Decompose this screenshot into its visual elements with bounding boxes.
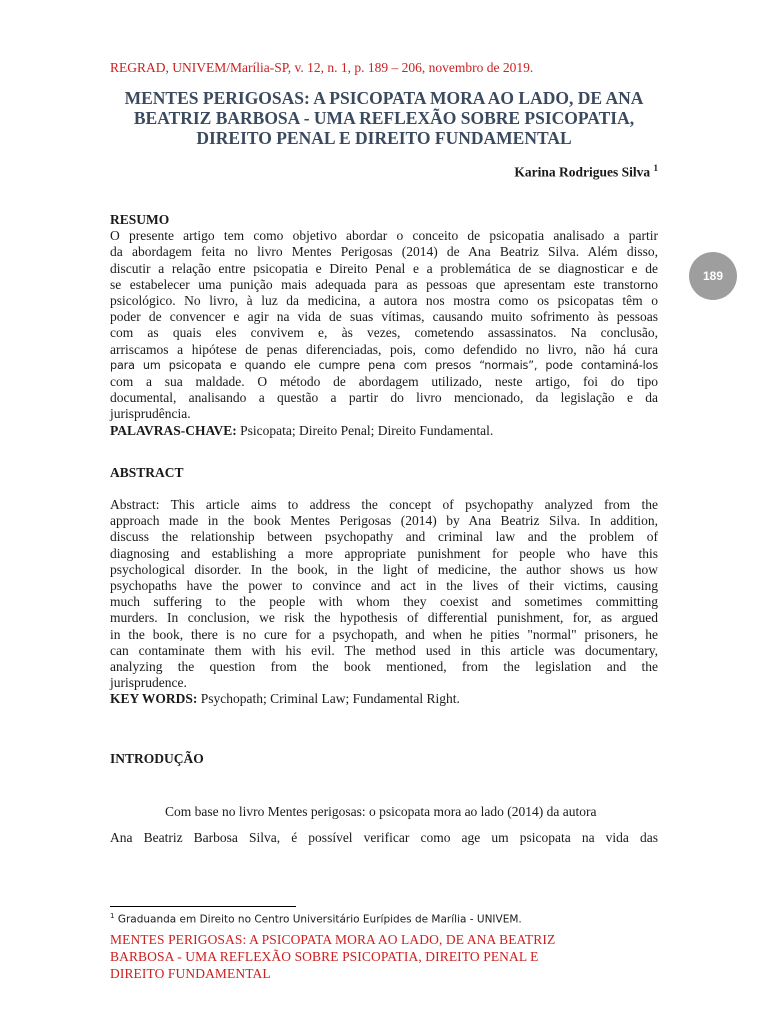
footer-title-line: DIREITO FUNDAMENTAL bbox=[110, 966, 271, 981]
title-line: MENTES PERIGOSAS: A PSICOPATA MORA AO LADO, DE ANA bbox=[124, 88, 644, 108]
resumo-line: se estabelecer uma punição mais adequada para as pessoas que apresentam este transtorno bbox=[110, 276, 658, 292]
abstract-line: can contaminate them with his evil. The method used in this article was documentary, bbox=[110, 642, 658, 658]
abstract-line: psychological disorder. In the book, in the light of medicine, the author shows us how bbox=[110, 561, 658, 577]
resumo-section bbox=[110, 212, 658, 439]
footnote-divider bbox=[110, 906, 296, 907]
resumo-line: da abordagem feita no livro Mentes Perigosas (2014) de Ana Beatriz Silva. Além disso, bbox=[110, 244, 658, 260]
keywords-text: Psychopath; Criminal Law; Fundamental Right. bbox=[200, 691, 460, 707]
resumo-line: psicológico. No livro, à luz da medicina, a autora nos mostra como os psicopatas têm o bbox=[110, 293, 658, 309]
introduction-body bbox=[110, 799, 658, 851]
title-line: BEATRIZ BARBOSA - UMA REFLEXÃO SOBRE PSICOPATIA, bbox=[133, 108, 635, 128]
abstract-line: in the book, there is no cure for a psychopath, and when he pities "normal" prisoners, he bbox=[110, 626, 658, 642]
article-title bbox=[100, 88, 668, 148]
abstract-line: Abstract: This article aims to address the concept of psychopathy analyzed from the bbox=[110, 497, 658, 512]
resumo-line: documental, analisando a questão a partir do livro mencionado, da legislação e da bbox=[110, 390, 658, 406]
resumo-line: arriscamos a hipótese de penas diferenciadas, pois, como defendido no livro, não há cura bbox=[110, 341, 658, 357]
resumo-line: jurisprudência. bbox=[110, 406, 191, 422]
resumo-line: poder de convencer e agir na vida de suas vítimas, causando muito sofrimento às pessoas bbox=[110, 309, 658, 325]
resumo-line: O presente artigo tem como objetivo abordar o conceito de psicopatia analisado a partir bbox=[110, 228, 658, 244]
footer-title-line: MENTES PERIGOSAS: A PSICOPATA MORA AO LADO, DE ANA BEATRIZ bbox=[110, 932, 556, 947]
footer-title-line: BARBOSA - UMA REFLEXÃO SOBRE PSICOPATIA, DIREITO PENAL E bbox=[110, 949, 539, 964]
author-footnote-mark: 1 bbox=[653, 163, 658, 173]
abstract-line: much suffering to the people with whom they coexist and sometimes committing bbox=[110, 594, 658, 610]
keywords-text: Psicopata; Direito Penal; Direito Fundamental. bbox=[240, 422, 494, 438]
resumo-line: com as quais eles convivem e, às vezes, cometendo assassinatos. Na conclusão, bbox=[110, 325, 658, 341]
abstract-line: psychopaths have the power to convince and act in the lives of their victims, causing bbox=[110, 578, 658, 594]
running-footer-title bbox=[110, 931, 670, 982]
introduction-heading: INTRODUÇÃO bbox=[110, 751, 204, 766]
resumo-line: discutir a relação entre psicopatia e Direito Penal e a problemática de se diagnosticar e de bbox=[110, 260, 658, 276]
page-number-badge: 189 bbox=[689, 252, 737, 300]
abstract-line: discuss the relationship between psychopathy and criminal law and the problem of bbox=[110, 529, 658, 545]
title-line: DIREITO PENAL E DIREITO FUNDAMENTAL bbox=[196, 128, 572, 148]
introduction-line: Ana Beatriz Barbosa Silva, é possível verificar como age um psicopata na vida das bbox=[110, 830, 658, 845]
introduction-line: Com base no livro Mentes perigosas: o psicopata mora ao lado (2014) da autora bbox=[165, 804, 597, 819]
keywords-label: PALAVRAS-CHAVE: bbox=[110, 422, 237, 438]
journal-reference: REGRAD, UNIVEM/Marília-SP, v. 12, n. 1, p. 189 – 206, novembro de 2019. bbox=[110, 60, 534, 75]
resumo-line: para um psicopata e quando ele cumpre pena com presos “normais”, pode contaminá-los bbox=[110, 358, 658, 372]
footnote-mark: 1 bbox=[110, 912, 115, 920]
resumo-keywords bbox=[110, 423, 658, 439]
abstract-keywords bbox=[110, 691, 658, 707]
abstract-heading: ABSTRACT bbox=[110, 465, 184, 480]
abstract-line: jurisprudence. bbox=[110, 675, 187, 691]
author-name: Karina Rodrigues Silva bbox=[514, 164, 651, 180]
abstract-line: analyzing the question from the book mentioned, from the legislation and the bbox=[110, 659, 658, 675]
abstract-line: diagnosing and establishing a more appropriate punishment for people who have this bbox=[110, 545, 658, 561]
keywords-label: KEY WORDS: bbox=[110, 691, 198, 707]
abstract-section bbox=[110, 497, 658, 708]
footnote-text: Graduanda em Direito no Centro Universitário Eurípides de Marília - UNIVEM. bbox=[117, 913, 522, 926]
author bbox=[514, 163, 658, 181]
abstract-line: murders. In conclusion, we risk the hypothesis of differential punishment, for, as argued bbox=[110, 610, 658, 626]
resumo-heading: RESUMO bbox=[110, 212, 170, 227]
footnote bbox=[110, 912, 522, 926]
resumo-line: com a sua maldade. O método de abordagem utilizado, neste artigo, foi do tipo bbox=[110, 374, 658, 390]
abstract-line: approach made in the book Mentes Perigosas (2014) by Ana Beatriz Silva. In addition, bbox=[110, 513, 658, 529]
